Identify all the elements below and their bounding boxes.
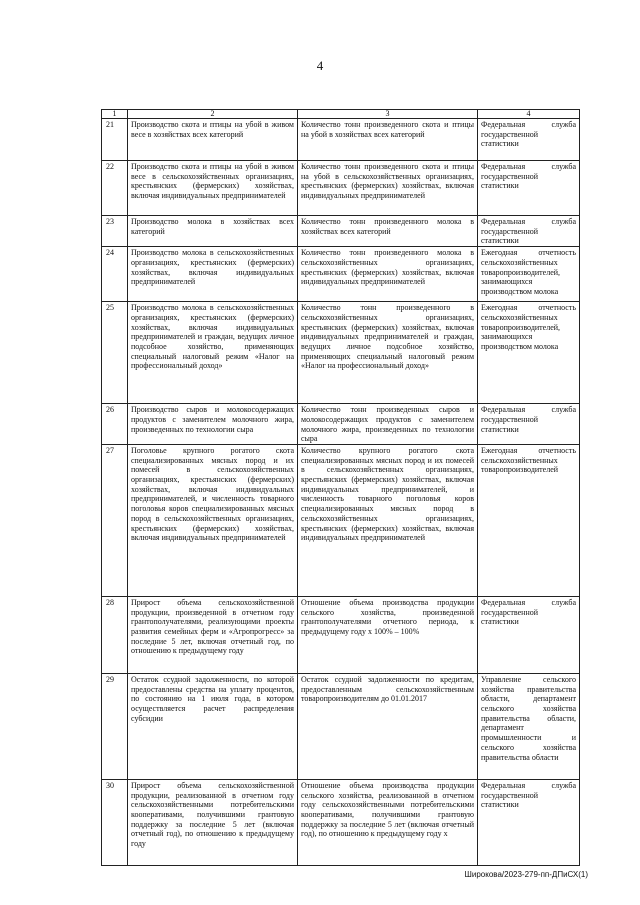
table-row	[102, 779, 580, 865]
page-number: 4	[316, 58, 324, 73]
indicator-cell: Производство молока в сельскохозяйственных организациях, крестьянских (фермерских) хозяйствах, включая индивидуальных предпринимателей	[128, 247, 298, 302]
indicator-cell: Прирост объема сельскохозяйственной продукции, реализованной в отчетном году сельскохозяйственными потребительскими кооперативами, получившими грантовую поддержку за последние 5 лет (включая отчетный год), по отношению к предыдущему году	[128, 779, 298, 865]
table-row	[102, 119, 580, 161]
column-header-4: 4	[478, 110, 580, 119]
row-number: 25	[102, 302, 128, 404]
data-source-cell: Федеральная служба государственной статистики	[478, 404, 580, 445]
table-row	[102, 216, 580, 247]
table-row	[102, 444, 580, 596]
document-footer: Широкова/2023-279-пп-ДПиСХ(1)	[464, 870, 588, 879]
calculation-method-cell: Отношение объема производства продукции сельского хозяйства, реализованной в отчетном году сельскохозяйственными потребительскими кооперативами, получившими грантовую поддержку за последние 5 лет (включая отчетный год), по отношению к предыдущему году х	[298, 779, 478, 865]
column-header-3: 3	[298, 110, 478, 119]
data-source-cell: Федеральная служба государственной статистики	[478, 596, 580, 673]
row-number: 28	[102, 596, 128, 673]
data-source-cell: Ежегодная отчетность сельскохозяйственных товаропроизводителей, занимающихся производством молока	[478, 302, 580, 404]
row-number: 24	[102, 247, 128, 302]
data-source-cell: Федеральная служба государственной статистики	[478, 779, 580, 865]
data-source-cell: Ежегодная отчетность сельскохозяйственных товаропроизводителей	[478, 444, 580, 596]
row-number: 29	[102, 673, 128, 779]
indicator-cell: Поголовье крупного рогатого скота специализированных мясных пород и их помесей в сельскохозяйственных организациях, крестьянских (фермерских) хозяйствах, включая индивидуальных предпринимателей, и численность товарного поголовья коров специализированных мясных пород в сельскохозяйственных организациях, крестьянских (фермерских) хозяйствах, включая индивидуальных предпринимателей	[128, 444, 298, 596]
calculation-method-cell: Остаток ссудной задолженности по кредитам, предоставленным сельскохозяйственным товаропроизводителям до 01.01.2017	[298, 673, 478, 779]
data-source-cell: Федеральная служба государственной статистики	[478, 216, 580, 247]
indicator-cell: Остаток ссудной задолженности, по которой предоставлены средства на уплату процентов, по состоянию на 1 июля года, в котором осуществляется расчет распределения субсидии	[128, 673, 298, 779]
indicator-cell: Производство сыров и молокосодержащих продуктов с заменителем молочного жира, произведенных по технологии сыра	[128, 404, 298, 445]
column-header-2: 2	[128, 110, 298, 119]
table-header-row	[102, 110, 580, 119]
table-row	[102, 247, 580, 302]
table-row	[102, 404, 580, 445]
indicator-cell: Производство скота и птицы на убой в живом весе в сельскохозяйственных организациях, крестьянских (фермерских) хозяйствах, включая индивидуальных предпринимателей	[128, 161, 298, 216]
indicator-cell: Прирост объема сельскохозяйственной продукции, произведенной в отчетном году грантополучателями, реализующими проекты развития семейных ферм и «Агропрогресс» за последние 5 лет, включая отчетный год, по отношению к предыдущему году	[128, 596, 298, 673]
data-source-cell: Управление сельского хозяйства правительства области, департамент сельского хозяйства правительства области, департамент промышленности и сельского хозяйства правительства области	[478, 673, 580, 779]
data-source-cell: Федеральная служба государственной статистики	[478, 119, 580, 161]
calculation-method-cell: Количество тонн произведенного скота и птицы на убой в хозяйствах всех категорий	[298, 119, 478, 161]
row-number: 27	[102, 444, 128, 596]
indicators-table	[101, 109, 580, 866]
indicator-cell: Производство молока в сельскохозяйственных организациях, крестьянских (фермерских) хозяйствах, включая индивидуальных предпринимателей и граждан, ведущих личное подсобное хозяйство, применяющих специальный налоговый режим «Налог на профессиональный доход»	[128, 302, 298, 404]
table-row	[102, 596, 580, 673]
row-number: 26	[102, 404, 128, 445]
data-source-cell: Федеральная служба государственной статистики	[478, 161, 580, 216]
table-row	[102, 673, 580, 779]
row-number: 30	[102, 779, 128, 865]
calculation-method-cell: Количество тонн произведенного молока в хозяйствах всех категорий	[298, 216, 478, 247]
indicator-cell: Производство молока в хозяйствах всех категорий	[128, 216, 298, 247]
data-source-cell: Ежегодная отчетность сельскохозяйственных товаропроизводителей, занимающихся производством молока	[478, 247, 580, 302]
row-number: 22	[102, 161, 128, 216]
calculation-method-cell: Количество тонн произведенного молока в сельскохозяйственных организациях, крестьянских (фермерских) хозяйствах, включая индивидуальных предпринимателей	[298, 247, 478, 302]
calculation-method-cell: Отношение объема производства продукции сельского хозяйства, произведенной грантополучателями отчетного периода, к предыдущему году х 100% – 100%	[298, 596, 478, 673]
indicator-cell: Производство скота и птицы на убой в живом весе в хозяйствах всех категорий	[128, 119, 298, 161]
column-header-1: 1	[102, 110, 128, 119]
calculation-method-cell: Количество тонн произведенного скота и птицы на убой в сельскохозяйственных организациях, крестьянских (фермерских) хозяйствах, включая индивидуальных предпринимателей	[298, 161, 478, 216]
row-number: 23	[102, 216, 128, 247]
table-row	[102, 161, 580, 216]
calculation-method-cell: Количество тонн произведенного в сельскохозяйственных организациях, крестьянских (фермерских) хозяйствах, включая индивидуальных предпринимателей и граждан, ведущих личное подсобное хозяйство, применяющих специальный налоговый режим «Налог на профессиональный доход»	[298, 302, 478, 404]
row-number: 21	[102, 119, 128, 161]
calculation-method-cell: Количество крупного рогатого скота специализированных мясных пород и их помесей в сельскохозяйственных организациях, крестьянских (фермерских) хозяйствах, включая индивидуальных предпринимателей, и численность товарного поголовья коров специализированных мясных пород в сельскохозяйственных организациях, крестьянских (фермерских) хозяйствах, включая индивидуальных предпринимателей	[298, 444, 478, 596]
table-row	[102, 302, 580, 404]
calculation-method-cell: Количество тонн произведенных сыров и молокосодержащих продуктов с заменителем молочного жира, произведенных по технологии сыра	[298, 404, 478, 445]
